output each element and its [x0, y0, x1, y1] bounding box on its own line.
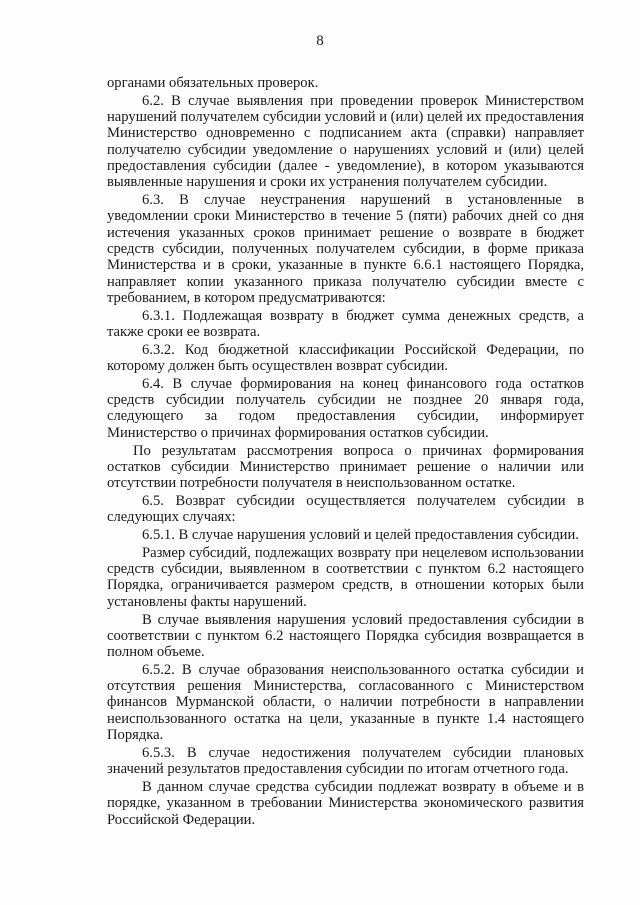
paragraph-6-4: 6.4. В случае формирования на конец финансового года остатков средств субсидии получатель субсидии не позднее 20 января года, следующего за годом предоставления субсидии, информирует Министерство о причинах формирования остатков субсидии.	[107, 375, 584, 441]
paragraph-6-5-3: 6.5.3. В случае недостижения получателем субсидии плановых значений результатов предоставления субсидии по итогам отчетного года.	[107, 744, 584, 778]
paragraph-6-3-1: 6.3.1. Подлежащая возврату в бюджет сумма денежных средств, а также сроки ее возврата.	[107, 307, 584, 340]
document-body	[107, 75, 584, 829]
paragraph-6-5-1-size: Размер субсидий, подлежащих возврату при нецелевом использовании средств субсидии, выявленном в соответствии с пунктом 6.2 настоящего Порядка, ограничивается размером средств, в отношении которых были установлены факты нарушений.	[107, 544, 584, 610]
paragraph-6-2: 6.2. В случае выявления при проведении проверок Министерством нарушений получателем субсидии условий и (или) целей их предоставления Министерство одновременно с подписанием акта (справки) направляет получателю субсидии уведомление о нарушениях условий и (или) целей предоставления субсидии (далее - уведомление), в котором указываются выявленные нарушения и сроки их устранения получателем субсидии.	[107, 92, 584, 191]
paragraph-6-5-3-return-order: В данном случае средства субсидии подлежат возврату в объеме и в порядке, указанном в требовании Министерства экономического развития Российской Федерации.	[107, 778, 584, 828]
paragraph-continuation: органами обязательных проверок.	[107, 75, 319, 91]
paragraph-6-3: 6.3. В случае неустранения нарушений в установленные в уведомлении сроки Министерство в течение 5 (пяти) рабочих дней со дня истечения указанных сроков принимает решение о возврате в бюджет средств субсидии, полученных получателем субсидии, в форме приказа Министерства и в сроки, указанные в пункте 6.6.1 настоящего Порядка, направляет копии указанного приказа получателю субсидии вместе с требованием, в котором предусматриваются:	[107, 192, 584, 306]
paragraph-6-5: 6.5. Возврат субсидии осуществляется получателем субсидии в следующих случаях:	[107, 492, 584, 526]
page-number: 8	[316, 33, 324, 49]
paragraph-6-5-1-full-return: В случае выявления нарушения условий предоставления субсидии в соответствии с пунктом 6.2 настоящего Порядка субсидия возвращается в полном объеме.	[107, 611, 584, 661]
paragraph-6-4-decision: По результатам рассмотрения вопроса о причинах формирования остатков субсидии Министерство принимает решение о наличии или отсутствии потребности получателя в неиспользованном остатке.	[107, 442, 584, 492]
paragraph-6-3-2: 6.3.2. Код бюджетной классификации Российской Федерации, по которому должен быть осуществлен возврат субсидии.	[107, 341, 584, 375]
paragraph-6-5-1: 6.5.1. В случае нарушения условий и целей предоставления субсидии.	[142, 527, 579, 544]
paragraph-6-5-2: 6.5.2. В случае образования неиспользованного остатка субсидии и отсутствия решения Министерства, согласованного с Министерством финансов Мурманской области, о наличии потребности в направлении неиспользованного остатка на цели, указанные в пункте 1.4 настоящего Порядка.	[107, 661, 584, 744]
